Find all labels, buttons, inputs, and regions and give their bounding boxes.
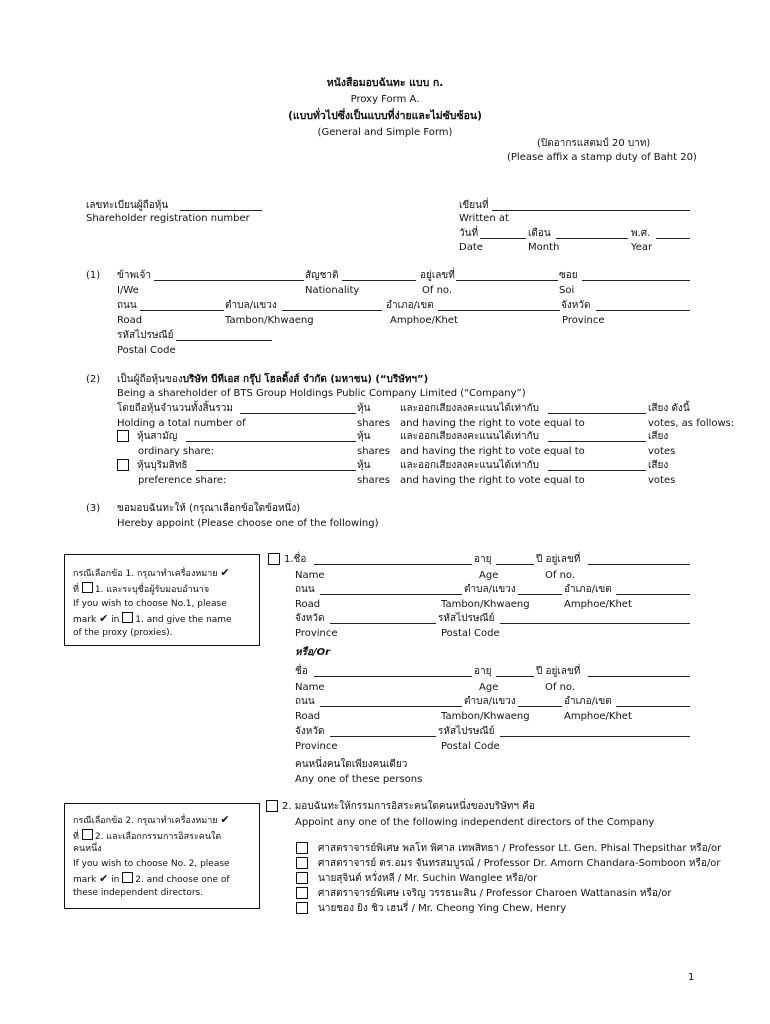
choice1-label: 1.ชื่อ	[284, 554, 307, 565]
preference-th: หุ้นบุริมสิทธิ	[137, 460, 188, 471]
proxy2-road-en: Road	[295, 711, 321, 722]
tambon-th: ตำบล/แขวง	[225, 300, 277, 311]
choice1-instr-l2: ที่ 1. และระบุชื่อผู้รับมอบอำนาจ	[73, 582, 209, 596]
proxy1-years-th: ปี อยู่เลขที่	[536, 554, 581, 565]
check-mark-icon: ✔	[99, 612, 109, 625]
shares-th: หุ้น	[357, 403, 371, 414]
proxy2-amphoe-th: อำเภอ/เขต	[564, 696, 612, 707]
proxy1-ofno-en: Of no.	[545, 570, 576, 581]
check-mark-icon: ✔	[99, 872, 109, 885]
proxy1-postal-en: Postal Code	[441, 628, 500, 639]
proxy2-road-field[interactable]	[320, 706, 462, 707]
appoint-en: Hereby appoint (Please choose one of the following)	[117, 518, 379, 529]
company-name-th: บริษัท บีทีเอส กรุ๊ป โฮลดิ้งส์ จำกัด (มหาชน) (“บริษัทฯ”)	[182, 374, 429, 385]
director-checkbox[interactable]	[296, 887, 308, 899]
votes-as-en: votes, as follows:	[648, 418, 735, 429]
nationality-en: Nationality	[305, 285, 360, 296]
reg-label-th: เลขทะเบียนผู้ถือหุ้น	[86, 200, 169, 211]
preference-vote-en: and having the right to vote equal to	[400, 475, 585, 486]
section1-number: (1)	[86, 270, 101, 281]
preference-en: preference share:	[138, 475, 227, 486]
check-mark-icon: ✔	[220, 566, 230, 579]
month-field[interactable]	[556, 238, 628, 239]
postal-en: Postal Code	[117, 345, 176, 356]
director-option: นายสุจินต์ หวั่งหลี / Mr. Suchin Wanglee หรือ/or	[318, 873, 538, 884]
choice2-instr-l5: mark ✔ in 2. and choose one of	[73, 872, 230, 885]
title-th: หนังสือมอบฉันทะ แบบ ก.	[326, 77, 444, 89]
appoint-th: ขอมอบฉันทะให้ (กรุณาเลือกข้อใดข้อหนึ่ง)	[117, 503, 301, 514]
postal-th: รหัสไปรษณีย์	[117, 330, 174, 341]
soi-th: ซอย	[559, 270, 578, 281]
proxy2-province-th: จังหวัด	[295, 726, 325, 737]
preference-shares-field[interactable]	[196, 470, 356, 471]
proxy1-amphoe-en: Amphoe/Khet	[564, 599, 632, 610]
proxy2-name-en: Name	[295, 682, 325, 693]
choice2-instruction-box	[64, 803, 260, 909]
proxy1-road-field[interactable]	[320, 594, 462, 595]
proxy2-age-th: อายุ	[474, 666, 492, 677]
choice2-option-th: 2. มอบฉันทะให้กรรมการอิสระคนใดคนหนึ่งของบริษัทฯ คือ	[282, 801, 535, 812]
section2-number: (2)	[86, 374, 101, 385]
subtitle-th: (แบบทั่วไปซึ่งเป็นแบบที่ง่ายและไม่ซับซ้อน)	[288, 110, 482, 122]
address-no-field[interactable]	[456, 280, 558, 281]
total-votes-field[interactable]	[548, 413, 646, 414]
proxy1-age-en: Age	[479, 570, 499, 581]
choice2-instr-l3: คนหนึ่ง	[73, 844, 102, 854]
month-en: Month	[528, 242, 560, 253]
proxy2-age-en: Age	[479, 682, 499, 693]
written-at-en: Written at	[459, 213, 509, 224]
reg-label-en: Shareholder registration number	[86, 213, 250, 224]
director-option: ศาสตราจารย์พิเศษ เจริญ วรรธนะสิน / Professor Charoen Wattanasin หรือ/or	[318, 888, 672, 899]
date-en: Date	[459, 242, 483, 253]
proxy1-amphoe-field[interactable]	[616, 594, 690, 595]
choice1-instruction-box	[64, 554, 260, 646]
vote-en: and having the right to vote equal to	[400, 418, 585, 429]
name-field[interactable]	[154, 280, 304, 281]
preference-votes-field[interactable]	[548, 470, 646, 471]
proxy1-postal-field[interactable]	[500, 623, 690, 624]
proxy1-province-en: Province	[295, 628, 338, 639]
proxy2-amphoe-field[interactable]	[616, 706, 690, 707]
soi-en: Soi	[559, 285, 575, 296]
date-field[interactable]	[480, 238, 526, 239]
checkbox-icon	[82, 829, 93, 840]
proxy2-province-field[interactable]	[330, 736, 436, 737]
road-th: ถนน	[117, 300, 137, 311]
proxy2-province-en: Province	[295, 741, 338, 752]
year-en: Year	[631, 242, 653, 253]
or-label: หรือ/Or	[295, 647, 331, 658]
proxy1-province-th: จังหวัด	[295, 613, 325, 624]
proxy1-tambon-en: Tambon/Khwaeng	[441, 599, 530, 610]
proxy2-tambon-en: Tambon/Khwaeng	[441, 711, 530, 722]
written-at-th: เขียนที่	[459, 200, 489, 211]
choice2-instr-l6: these independent directors.	[73, 888, 204, 898]
preference-votes-en: votes	[648, 475, 676, 486]
choice1-instr-l1: กรณีเลือกข้อ 1. กรุณาทำเครื่องหมาย ✔	[73, 566, 230, 579]
nationality-th: สัญชาติ	[305, 270, 339, 281]
preference-shares-th: หุ้น	[357, 460, 371, 471]
director-option: ศาสตราจารย์พิเศษ พลโท พิศาล เทพสิทธา / Professor Lt. Gen. Phisal Thepsithar หรือ/or	[318, 843, 722, 854]
votes-as-th: เสียง ดังนี้	[648, 403, 690, 414]
proxy1-postal-th: รหัสไปรษณีย์	[438, 613, 495, 624]
proxy1-tambon-field[interactable]	[518, 594, 562, 595]
proxy2-tambon-field[interactable]	[518, 706, 562, 707]
page-number: 1	[688, 972, 695, 983]
month-th: เดือน	[528, 228, 551, 239]
written-at-field[interactable]	[492, 210, 690, 211]
choice1-instr-l3: If you wish to choose No.1, please	[73, 599, 227, 609]
proxy2-ofno-en: Of no.	[545, 682, 576, 693]
proxy2-postal-en: Postal Code	[441, 741, 500, 752]
proxy2-postal-th: รหัสไปรษณีย์	[438, 726, 495, 737]
ordinary-votes-th: เสียง	[648, 431, 669, 442]
province-en: Province	[562, 315, 605, 326]
total-th: โดยถือหุ้นจำนวนทั้งสิ้นรวม	[117, 403, 233, 414]
of-no-th: อยู่เลขที่	[420, 270, 455, 281]
nationality-field[interactable]	[342, 280, 416, 281]
ordinary-en: ordinary share:	[138, 446, 214, 457]
proxy2-name-field[interactable]	[314, 676, 472, 677]
ordinary-th: หุ้นสามัญ	[137, 431, 178, 442]
holder-en: Being a shareholder of BTS Group Holdings Public Company Limited (“Company”)	[117, 388, 526, 399]
director-option: นายชอง ยิง ชิว เฮนรี่ / Mr. Cheong Ying Chew, Henry	[318, 903, 567, 914]
proxy2-tambon-th: ตำบล/แขวง	[464, 696, 516, 707]
proxy2-postal-field[interactable]	[500, 736, 690, 737]
checkbox-icon	[82, 582, 93, 593]
preference-checkbox[interactable]	[117, 459, 129, 471]
preference-shares-en: shares	[357, 475, 390, 486]
total-en: Holding a total number of	[117, 418, 246, 429]
proxy1-amphoe-th: อำเภอ/เขต	[564, 584, 612, 595]
date-th: วันที่	[459, 228, 479, 239]
proxy2-road-th: ถนน	[295, 696, 315, 707]
section3-number: (3)	[86, 503, 101, 514]
proxy1-age-th: อายุ	[474, 554, 492, 565]
proxy1-tambon-th: ตำบล/แขวง	[464, 584, 516, 595]
proxy2-no-field[interactable]	[588, 676, 690, 677]
choice2-checkbox[interactable]	[266, 800, 278, 812]
director-checkbox[interactable]	[296, 842, 308, 854]
amphoe-en: Amphoe/Khet	[390, 315, 458, 326]
stamp-note-th: (ปิดอากรแสตมป์ 20 บาท)	[537, 138, 651, 149]
proxy2-amphoe-en: Amphoe/Khet	[564, 711, 632, 722]
vote-th: และออกเสียงลงคะแนนได้เท่ากับ	[400, 403, 540, 414]
shares-en: shares	[357, 418, 390, 429]
any-one-th: คนหนึ่งคนใดเพียงคนเดียว	[295, 759, 408, 770]
soi-field[interactable]	[582, 280, 690, 281]
preference-votes-th: เสียง	[648, 460, 669, 471]
preference-vote-th: และออกเสียงลงคะแนนได้เท่ากับ	[400, 460, 540, 471]
proxy1-name-field[interactable]	[314, 564, 472, 565]
choice1-instr-l4: mark ✔ in 1. and give the name	[73, 612, 232, 625]
proxy1-road-th: ถนน	[295, 584, 315, 595]
proxy2-age-field[interactable]	[496, 676, 534, 677]
director-checkbox[interactable]	[296, 902, 308, 914]
ordinary-votes-field[interactable]	[548, 441, 646, 442]
amphoe-th: อำเภอ/เขต	[386, 300, 434, 311]
checkbox-icon	[122, 872, 133, 883]
proxy1-age-field[interactable]	[496, 564, 534, 565]
proxy1-road-en: Road	[295, 599, 321, 610]
iwe-en: I/We	[117, 285, 139, 296]
ordinary-shares-field[interactable]	[186, 441, 356, 442]
stamp-note-en: (Please affix a stamp duty of Baht 20)	[507, 152, 697, 163]
choice2-option-en: Appoint any one of the following independent directors of the Company	[295, 817, 655, 828]
of-no-en: Of no.	[422, 285, 453, 296]
title-en: Proxy Form A.	[350, 94, 420, 105]
any-one-en: Any one of these persons	[295, 774, 423, 785]
ordinary-vote-en: and having the right to vote equal to	[400, 446, 585, 457]
director-option: ศาสตราจารย์ ดร.อมร จันทรสมบูรณ์ / Professor Dr. Amorn Chandara-Somboon หรือ/or	[318, 858, 721, 869]
subtitle-en: (General and Simple Form)	[317, 127, 453, 138]
proxy1-no-field[interactable]	[588, 564, 690, 565]
province-th: จังหวัด	[561, 300, 591, 311]
ordinary-shares-th: หุ้น	[357, 431, 371, 442]
choice2-instr-l1: กรณีเลือกข้อ 2. กรุณาทำเครื่องหมาย ✔	[73, 813, 230, 826]
ordinary-shares-en: shares	[357, 446, 390, 457]
amphoe-field[interactable]	[438, 310, 560, 311]
choice2-instr-l4: If you wish to choose No. 2, please	[73, 859, 230, 869]
checkbox-icon	[122, 612, 133, 623]
holder-th	[117, 374, 428, 386]
reg-number-field[interactable]	[180, 210, 262, 211]
total-shares-field[interactable]	[240, 413, 356, 414]
director-checkbox[interactable]	[296, 857, 308, 869]
choice2-instr-l2: ที่ 2. และเลือกกรรมการอิสระคนใด	[73, 829, 221, 843]
choice1-checkbox[interactable]	[268, 553, 280, 565]
year-th: พ.ศ.	[631, 228, 651, 239]
proxy2-years-th: ปี อยู่เลขที่	[536, 666, 581, 677]
tambon-en: Tambon/Khwaeng	[225, 315, 314, 326]
postal-field[interactable]	[176, 340, 272, 341]
tambon-field[interactable]	[282, 310, 382, 311]
director-checkbox[interactable]	[296, 872, 308, 884]
choice1-instr-l5: of the proxy (proxies).	[73, 628, 173, 638]
proxy2-name-th: ชื่อ	[295, 666, 308, 677]
ordinary-votes-en: votes	[648, 446, 676, 457]
iwe-th: ข้าพเจ้า	[117, 270, 151, 281]
year-field[interactable]	[656, 238, 690, 239]
ordinary-vote-th: และออกเสียงลงคะแนนได้เท่ากับ	[400, 431, 540, 442]
proxy1-name-en: Name	[295, 570, 325, 581]
road-en: Road	[117, 315, 143, 326]
proxy1-province-field[interactable]	[330, 623, 436, 624]
check-mark-icon: ✔	[220, 813, 230, 826]
ordinary-checkbox[interactable]	[117, 430, 129, 442]
road-field[interactable]	[140, 310, 224, 311]
holder-th-pre: เป็นผู้ถือหุ้นของ	[117, 374, 183, 385]
province-field[interactable]	[596, 310, 690, 311]
